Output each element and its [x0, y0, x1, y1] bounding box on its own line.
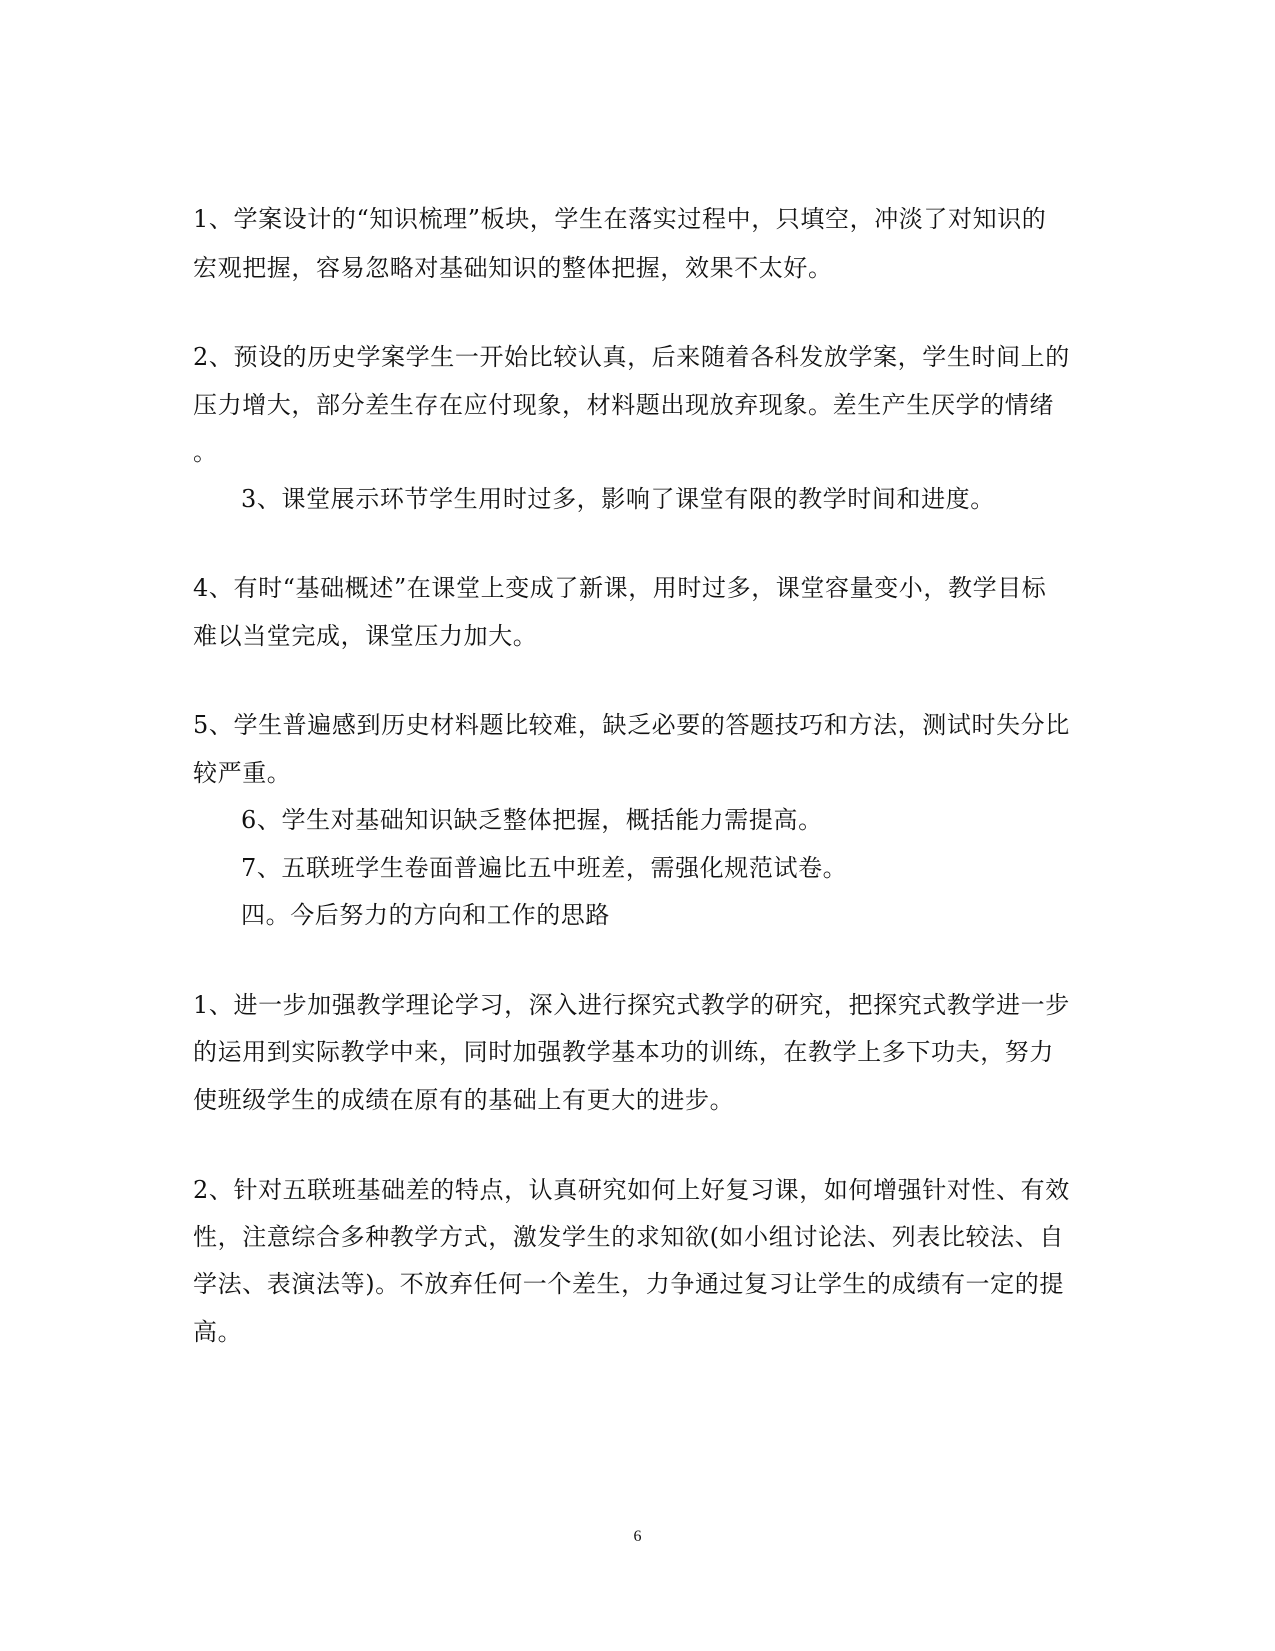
- plan-2-line-1: 2、针对五联班基础差的特点，认真研究如何上好复习课，如何增强针对性、有效: [193, 1176, 1070, 1204]
- paragraph-2-line-1: 2、预设的历史学案学生一开始比较认真，后来随着各科发放学案，学生时间上的: [193, 343, 1070, 371]
- paragraph-5-line-2: 较严重。: [193, 759, 292, 787]
- plan-2-line-3: 学法、表演法等)。不放弃任何一个差生，力争通过复习让学生的成绩有一定的提: [193, 1270, 1064, 1298]
- paragraph-5-line-1: 5、学生普遍感到历史材料题比较难，缺乏必要的答题技巧和方法，测试时失分比: [193, 711, 1070, 739]
- paragraph-4-line-1: 4、有时“基础概述”在课堂上变成了新课，用时过多，课堂容量变小，教学目标: [193, 574, 1047, 602]
- paragraph-2-line-3: 。: [193, 438, 218, 466]
- paragraph-2-line-2: 压力增大，部分差生存在应付现象，材料题出现放弃现象。差生产生厌学的情绪: [193, 391, 1054, 419]
- plan-1-line-2: 的运用到实际教学中来，同时加强教学基本功的训练，在教学上多下功夫，努力: [193, 1038, 1054, 1066]
- section-heading: 四。今后努力的方向和工作的思路: [241, 901, 610, 929]
- page-number: 6: [633, 1528, 642, 1545]
- paragraph-3: 3、课堂展示环节学生用时过多，影响了课堂有限的教学时间和进度。: [241, 485, 995, 513]
- paragraph-6: 6、学生对基础知识缺乏整体把握，概括能力需提高。: [241, 806, 823, 834]
- paragraph-1-line-2: 宏观把握，容易忽略对基础知识的整体把握，效果不太好。: [193, 254, 833, 282]
- paragraph-7: 7、五联班学生卷面普遍比五中班差，需强化规范试卷。: [241, 854, 848, 882]
- paragraph-1-line-1: 1、学案设计的“知识梳理”板块，学生在落实过程中，只填空，冲淡了对知识的: [193, 205, 1047, 233]
- paragraph-4-line-2: 难以当堂完成，课堂压力加大。: [193, 622, 538, 650]
- plan-1-line-1: 1、进一步加强教学理论学习，深入进行探究式教学的研究，把探究式教学进一步: [193, 991, 1070, 1019]
- plan-1-line-3: 使班级学生的成绩在原有的基础上有更大的进步。: [193, 1086, 735, 1114]
- plan-2-line-4: 高。: [193, 1318, 243, 1346]
- plan-2-line-2: 性，注意综合多种教学方式，激发学生的求知欲(如小组讨论法、列表比较法、自: [193, 1223, 1064, 1251]
